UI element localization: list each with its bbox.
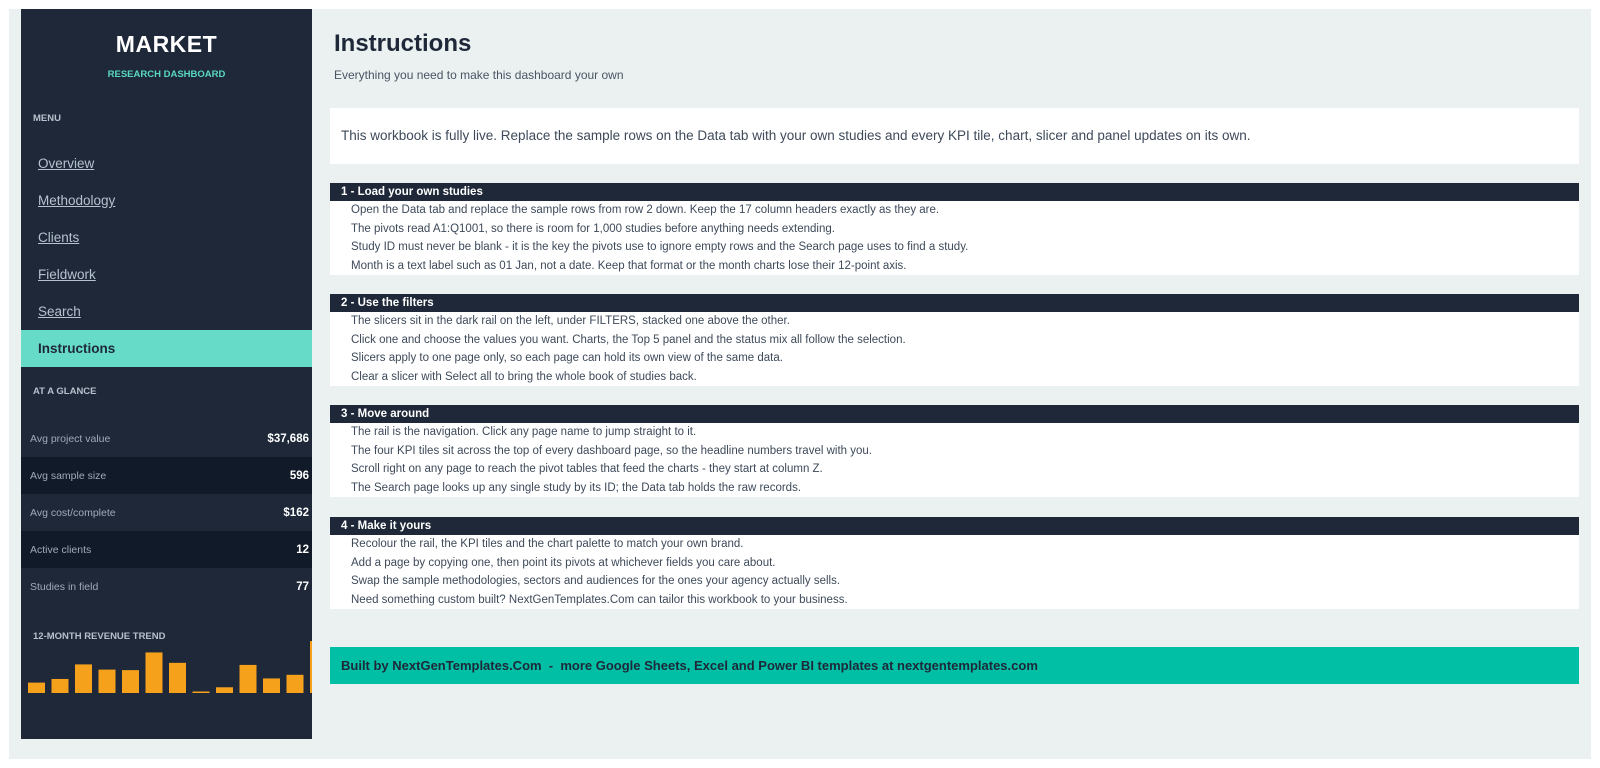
page-title: Instructions bbox=[334, 30, 472, 57]
step-line: Study ID must never be blank - it is the key the pivots use to ignore empty rows and the Search page uses to find a study. bbox=[351, 241, 969, 253]
step-load-studies bbox=[330, 183, 1579, 275]
step-use-filters bbox=[330, 294, 1579, 386]
stat-avg-project-value bbox=[21, 420, 312, 457]
step-make-it-yours bbox=[330, 517, 1579, 609]
step-line: Add a page by copying one, then point its pivots at whichever fields you care about. bbox=[351, 556, 776, 569]
stat-value: $37,686 bbox=[267, 432, 309, 445]
menu-label: MENU bbox=[33, 113, 61, 124]
trend-label: 12-MONTH REVENUE TREND bbox=[33, 631, 166, 642]
step-heading: 4 - Make it yours bbox=[330, 517, 1579, 535]
nav-item-search[interactable]: Search bbox=[38, 304, 81, 319]
stat-studies-in-field bbox=[21, 568, 312, 605]
footer-banner[interactable]: Built by NextGenTemplates.Com - more Google Sheets, Excel and Power BI templates at nextgentemplates.com bbox=[330, 647, 1579, 684]
stat-label: Avg project value bbox=[30, 432, 111, 445]
trend-bar bbox=[216, 687, 233, 693]
stat-avg-sample-size bbox=[21, 457, 312, 494]
step-line: Month is a text label such as 01 Jan, not a date. Keep that format or the month charts lose their 12-point axis. bbox=[351, 259, 907, 272]
trend-bar bbox=[193, 692, 210, 694]
trend-bar bbox=[310, 641, 312, 693]
glance-label: AT A GLANCE bbox=[33, 386, 97, 397]
revenue-trend-sparkbars bbox=[21, 629, 312, 699]
stat-active-clients bbox=[21, 531, 312, 568]
step-line: Clear a slicer with Select all to bring the whole book of studies back. bbox=[351, 370, 697, 383]
step-line: Click one and choose the values you want. Charts, the Top 5 panel and the status mix all follow the selection. bbox=[351, 333, 906, 346]
stat-avg-cost-complete bbox=[21, 494, 312, 531]
trend-bar bbox=[52, 679, 69, 693]
stat-label: Avg cost/complete bbox=[30, 506, 116, 519]
nav-item-fieldwork[interactable]: Fieldwork bbox=[38, 267, 96, 282]
trend-bar bbox=[28, 683, 45, 693]
step-line: The rail is the navigation. Click any page name to jump straight to it. bbox=[351, 426, 697, 438]
step-line: Open the Data tab and replace the sample rows from row 2 down. Keep the 17 column headers exactly as they are. bbox=[351, 204, 940, 216]
trend-bar bbox=[263, 678, 280, 693]
step-heading: 1 - Load your own studies bbox=[330, 183, 1579, 201]
stat-value: $162 bbox=[283, 506, 309, 519]
step-heading: 2 - Use the filters bbox=[330, 294, 1579, 312]
step-line: Swap the sample methodologies, sectors and audiences for the ones your agency actually sells. bbox=[351, 575, 841, 587]
stat-label: Avg sample size bbox=[30, 469, 107, 482]
step-line: Slicers apply to one page only, so each page can hold its own view of the same data. bbox=[351, 352, 783, 364]
trend-bar bbox=[240, 665, 257, 693]
stat-value: 12 bbox=[296, 543, 309, 556]
step-heading: 3 - Move around bbox=[330, 405, 1579, 423]
step-line: Need something custom built? NextGenTemplates.Com can tailor this workbook to your business. bbox=[351, 593, 848, 606]
intro-note: This workbook is fully live. Replace the sample rows on the Data tab with your own studies and every KPI tile, chart, slicer and panel updates on its own. bbox=[330, 108, 1579, 164]
nav-item-instructions[interactable]: Instructions bbox=[21, 330, 312, 367]
trend-bar bbox=[122, 670, 139, 693]
nav-item-methodology[interactable]: Methodology bbox=[38, 193, 116, 208]
step-move-around bbox=[330, 405, 1579, 497]
stat-value: 77 bbox=[296, 580, 309, 593]
trend-bar bbox=[75, 664, 92, 693]
sidebar bbox=[21, 9, 312, 739]
nav-item-clients[interactable]: Clients bbox=[38, 230, 80, 245]
trend-bar bbox=[287, 675, 304, 693]
step-line: Recolour the rail, the KPI tiles and the chart palette to match your own brand. bbox=[351, 538, 744, 550]
trend-bar bbox=[146, 652, 163, 693]
stat-value: 596 bbox=[289, 469, 309, 482]
step-line: The pivots read A1:Q1001, so there is room for 1,000 studies before anything needs extending. bbox=[351, 222, 835, 235]
nav-item-overview[interactable]: Overview bbox=[38, 156, 95, 171]
brand-subtitle: RESEARCH DASHBOARD bbox=[107, 69, 226, 80]
trend-bar bbox=[99, 670, 116, 693]
trend-bar bbox=[169, 663, 186, 693]
step-line: Scroll right on any page to reach the pivot tables that feed the charts - they start at column Z. bbox=[351, 463, 823, 475]
brand-title: MARKET bbox=[115, 31, 218, 57]
step-line: The Search page looks up any single study by its ID; the Data tab holds the raw records. bbox=[351, 481, 802, 494]
stat-label: Studies in field bbox=[30, 580, 99, 593]
stat-label: Active clients bbox=[30, 543, 92, 556]
page-subtitle: Everything you need to make this dashboard your own bbox=[334, 68, 624, 82]
step-line: The slicers sit in the dark rail on the left, under FILTERS, stacked one above the other. bbox=[351, 315, 790, 327]
step-line: The four KPI tiles sit across the top of every dashboard page, so the headline numbers travel with you. bbox=[351, 444, 872, 457]
